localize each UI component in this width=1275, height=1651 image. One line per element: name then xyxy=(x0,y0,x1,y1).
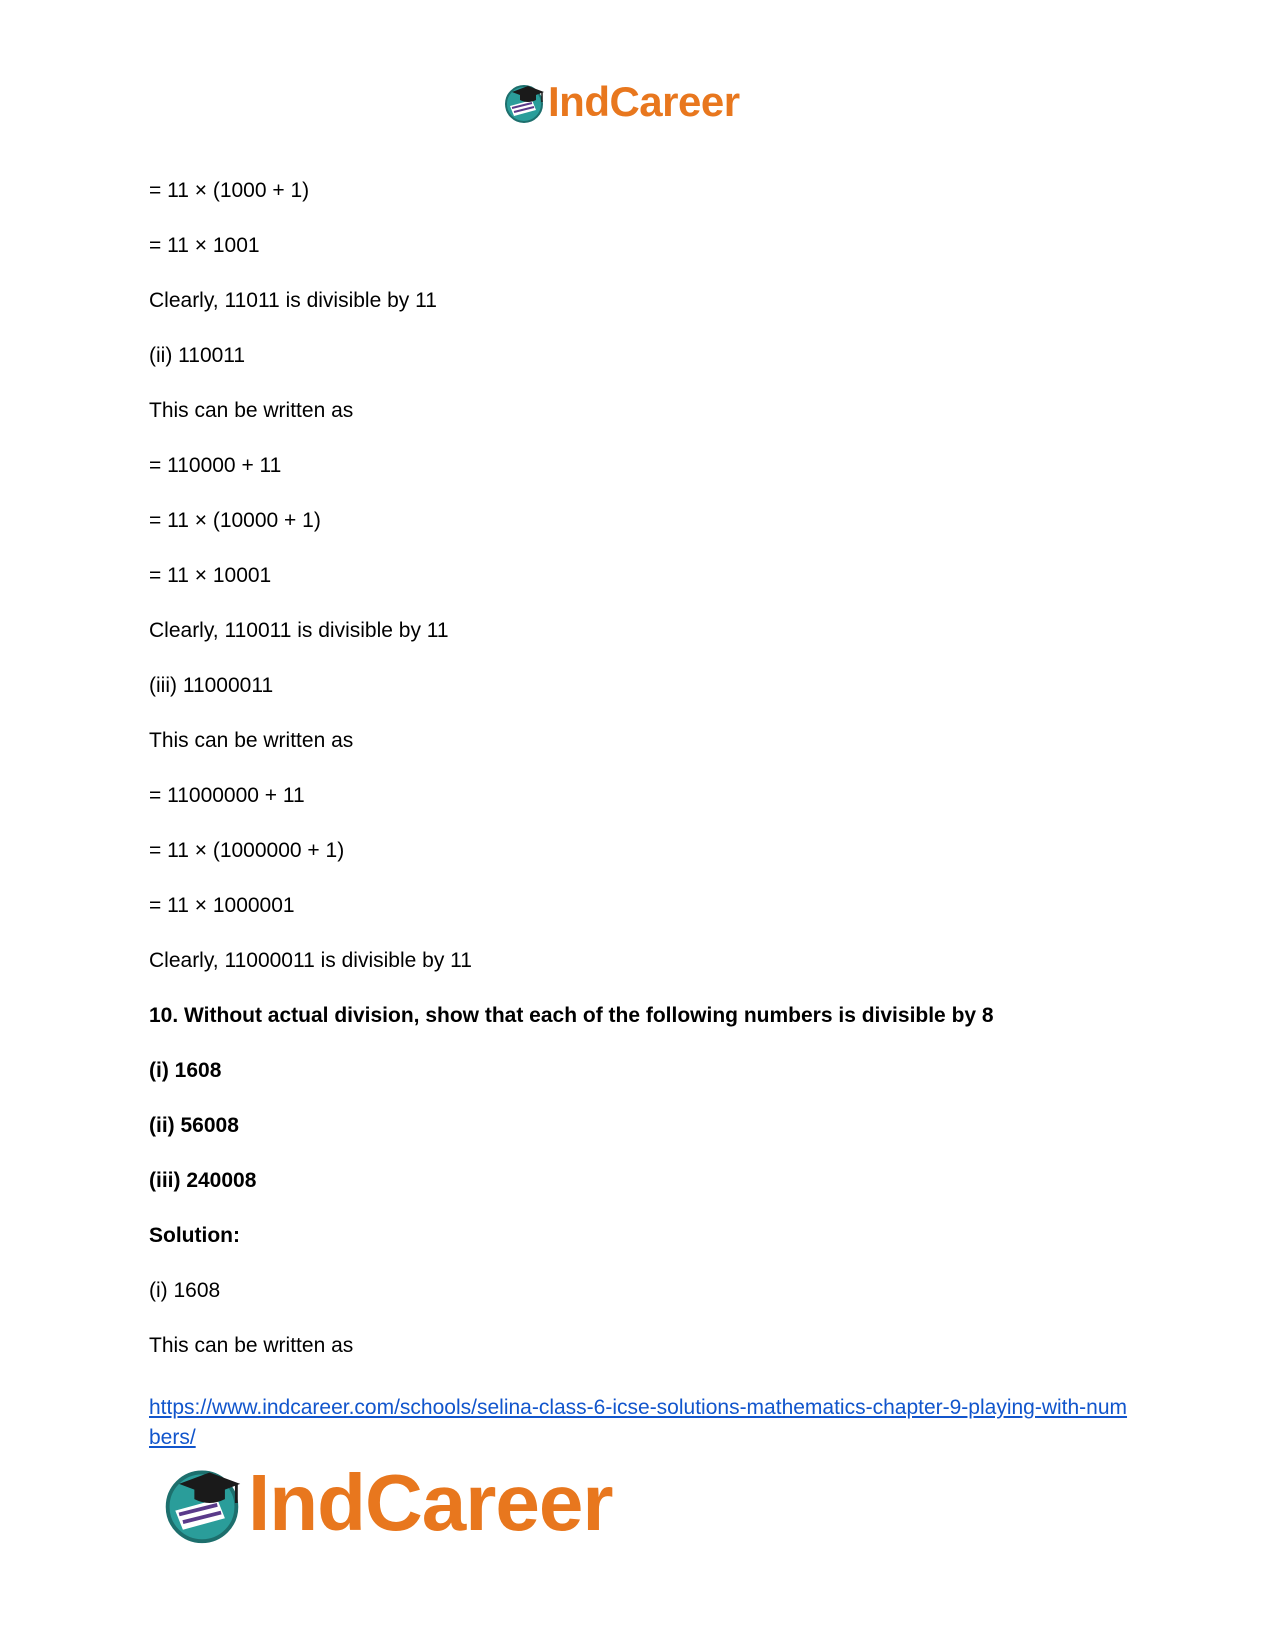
graduation-cap-globe-icon xyxy=(502,80,546,124)
solution-line: Clearly, 11011 is divisible by 11 xyxy=(149,289,437,312)
solution-line: = 11 × 10001 xyxy=(149,564,272,587)
solution-line: = 11 × 1001 xyxy=(149,234,260,257)
solution-line: (i) 1608 xyxy=(149,1279,221,1302)
question-text: (ii) 56008 xyxy=(149,1114,239,1137)
solution-line: Clearly, 110011 is divisible by 11 xyxy=(149,619,449,642)
footer-brand-name: IndCareer xyxy=(248,1458,613,1547)
question-text: (iii) 240008 xyxy=(149,1169,257,1192)
source-link[interactable]: https://www.indcareer.com/schools/selina-class-6-icse-solutions-mathematics-chapter-9-playing-with-numbers/ xyxy=(149,1396,1128,1449)
graduation-cap-globe-icon xyxy=(160,1461,244,1545)
solution-line: This can be written as xyxy=(149,1334,354,1357)
solution-line: = 11 × (1000 + 1) xyxy=(149,179,310,202)
solution-line: This can be written as xyxy=(149,399,354,422)
solution-line: = 11 × 1000001 xyxy=(149,894,295,917)
question-text: (i) 1608 xyxy=(149,1059,222,1082)
question-text: Solution: xyxy=(149,1224,240,1247)
footer-logo xyxy=(160,1460,612,1546)
brand-name: IndCareer xyxy=(548,78,740,125)
header-logo xyxy=(502,78,740,126)
solution-line: = 11 × (10000 + 1) xyxy=(149,509,321,532)
question-text: 10. Without actual division, show that each of the following numbers is divisible by 8 xyxy=(149,1004,994,1027)
solution-line: = 11000000 + 11 xyxy=(149,784,305,807)
solution-line: = 11 × (1000000 + 1) xyxy=(149,839,345,862)
solution-line: (iii) 11000011 xyxy=(149,674,274,697)
solution-line: = 110000 + 11 xyxy=(149,454,282,477)
solution-line: Clearly, 11000011 is divisible by 11 xyxy=(149,949,472,972)
solution-line: This can be written as xyxy=(149,729,354,752)
solution-line: (ii) 110011 xyxy=(149,344,246,367)
